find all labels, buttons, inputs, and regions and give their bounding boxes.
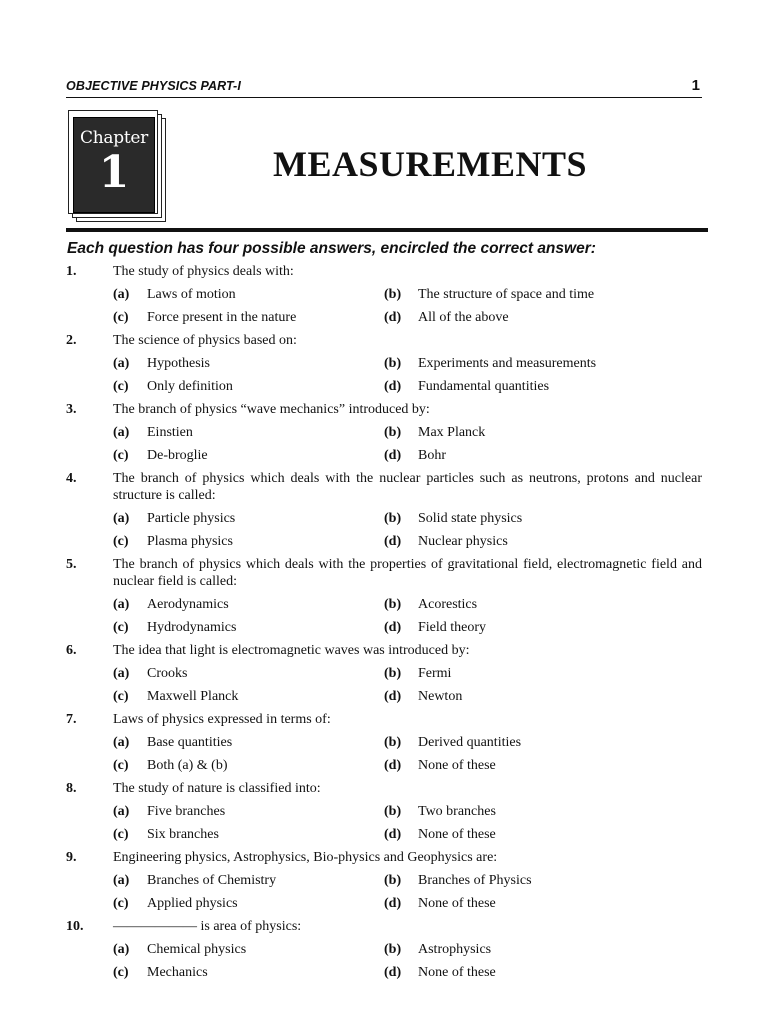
option-row xyxy=(66,619,702,642)
question-text: Engineering physics, Astrophysics, Bio-physics and Geophysics are: xyxy=(113,850,498,865)
option-text: Field theory xyxy=(418,620,487,635)
question-text: The branch of physics “wave mechanics” introduced by: xyxy=(113,402,430,417)
question-item xyxy=(66,401,702,470)
option-label: (c) xyxy=(113,689,129,704)
answer-option[interactable] xyxy=(113,665,187,682)
option-label: (c) xyxy=(113,827,129,842)
option-label: (d) xyxy=(384,310,402,325)
option-row xyxy=(66,309,702,332)
answer-option[interactable] xyxy=(113,826,219,843)
question-stem xyxy=(66,849,702,866)
page-number: 1 xyxy=(691,77,700,94)
option-row xyxy=(66,424,702,447)
option-text: None of these xyxy=(418,827,496,842)
option-label: (a) xyxy=(113,356,130,371)
question-text: The science of physics based on: xyxy=(113,333,297,348)
option-label: (d) xyxy=(384,534,402,549)
answer-option[interactable] xyxy=(384,510,522,527)
option-label: (c) xyxy=(113,534,129,549)
option-text: Both (a) & (b) xyxy=(147,758,228,773)
option-row xyxy=(66,596,702,619)
running-header xyxy=(66,77,702,98)
question-item xyxy=(66,556,702,642)
question-text: The study of physics deals with: xyxy=(113,264,294,279)
option-label: (a) xyxy=(113,873,130,888)
option-text: Derived quantities xyxy=(418,735,522,750)
instructions: Each question has four possible answers, encircled the correct answer: xyxy=(67,240,596,257)
option-label: (d) xyxy=(384,758,402,773)
answer-option[interactable] xyxy=(113,619,236,636)
option-row xyxy=(66,355,702,378)
question-number: 4. xyxy=(66,471,77,486)
option-label: (a) xyxy=(113,425,130,440)
option-row xyxy=(66,757,702,780)
question-item xyxy=(66,849,702,918)
option-text: Particle physics xyxy=(147,511,236,526)
running-title: OBJECTIVE PHYSICS PART-I xyxy=(66,79,241,93)
option-label: (a) xyxy=(113,666,130,681)
option-label: (c) xyxy=(113,758,129,773)
option-label: (c) xyxy=(113,310,129,325)
option-label: (d) xyxy=(384,827,402,842)
question-text: The study of nature is classified into: xyxy=(113,781,321,796)
option-label: (d) xyxy=(384,379,402,394)
option-label: (d) xyxy=(384,689,402,704)
answer-option[interactable] xyxy=(384,447,446,464)
question-text: The branch of physics which deals with the nuclear particles such as neutrons, protons and nuclear structure is called: xyxy=(113,471,702,503)
question-item xyxy=(66,263,702,332)
option-text: Base quantities xyxy=(147,735,233,750)
option-label: (b) xyxy=(384,356,402,371)
answer-option[interactable] xyxy=(384,803,496,820)
option-text: Einstien xyxy=(147,425,193,440)
answer-option[interactable] xyxy=(113,872,276,889)
option-row xyxy=(66,688,702,711)
answer-option[interactable] xyxy=(113,424,193,441)
option-row xyxy=(66,286,702,309)
option-text: Max Planck xyxy=(418,425,486,440)
option-text: Only definition xyxy=(147,379,233,394)
option-label: (d) xyxy=(384,896,402,911)
option-text: Hypothesis xyxy=(147,356,210,371)
option-text: None of these xyxy=(418,896,496,911)
answer-option[interactable] xyxy=(384,665,451,682)
question-number: 3. xyxy=(66,402,77,417)
answer-option[interactable] xyxy=(384,533,508,550)
question-stem xyxy=(66,642,702,659)
question-number: 9. xyxy=(66,850,77,865)
option-label: (c) xyxy=(113,448,129,463)
option-text: None of these xyxy=(418,965,496,980)
option-label: (c) xyxy=(113,620,129,635)
answer-option[interactable] xyxy=(113,757,227,774)
option-text: Six branches xyxy=(147,827,219,842)
option-row xyxy=(66,734,702,757)
option-text: Solid state physics xyxy=(418,511,523,526)
option-text: Applied physics xyxy=(147,896,238,911)
option-text: Mechanics xyxy=(147,965,208,980)
option-text: Laws of motion xyxy=(147,287,236,302)
option-text: All of the above xyxy=(418,310,509,325)
question-item xyxy=(66,780,702,849)
option-text: None of these xyxy=(418,758,496,773)
option-row xyxy=(66,510,702,533)
question-stem xyxy=(66,401,702,418)
answer-option[interactable] xyxy=(384,378,549,395)
option-row xyxy=(66,665,702,688)
answer-option[interactable] xyxy=(384,619,486,636)
answer-option[interactable] xyxy=(113,803,225,820)
option-text: The structure of space and time xyxy=(418,287,595,302)
option-text: Crooks xyxy=(147,666,188,681)
option-text: Branches of Chemistry xyxy=(147,873,277,888)
question-number: 10. xyxy=(66,919,84,934)
badge-page-layer xyxy=(68,110,158,214)
option-label: (a) xyxy=(113,287,130,302)
question-stem xyxy=(66,470,702,504)
question-number: 8. xyxy=(66,781,77,796)
answer-option[interactable] xyxy=(384,286,594,303)
question-text: —————— is area of physics: xyxy=(113,919,302,934)
answer-option[interactable] xyxy=(113,533,233,550)
option-label: (b) xyxy=(384,666,402,681)
option-row xyxy=(66,826,702,849)
option-label: (b) xyxy=(384,287,402,302)
badge-chapter-label: Chapter xyxy=(80,128,148,148)
option-label: (d) xyxy=(384,448,402,463)
option-text: Plasma physics xyxy=(147,534,233,549)
option-label: (a) xyxy=(113,942,130,957)
option-row xyxy=(66,378,702,401)
question-item xyxy=(66,711,702,780)
question-item xyxy=(66,332,702,401)
option-row xyxy=(66,803,702,826)
answer-option[interactable] xyxy=(384,826,496,843)
option-row xyxy=(66,964,702,987)
answer-option[interactable] xyxy=(384,688,462,705)
option-row xyxy=(66,533,702,556)
option-label: (b) xyxy=(384,511,402,526)
option-row xyxy=(66,447,702,470)
option-text: Bohr xyxy=(418,448,446,463)
option-label: (b) xyxy=(384,735,402,750)
option-text: Chemical physics xyxy=(147,942,247,957)
question-text: The branch of physics which deals with the properties of gravitational field, electromagnetic field and nuclear field is called: xyxy=(113,557,702,589)
chapter-title: MEASUREMENTS xyxy=(273,144,588,184)
answer-option[interactable] xyxy=(384,895,496,912)
option-label: (a) xyxy=(113,597,130,612)
option-row xyxy=(66,872,702,895)
option-label: (a) xyxy=(113,511,130,526)
question-stem xyxy=(66,263,702,280)
option-label: (c) xyxy=(113,379,129,394)
option-label: (b) xyxy=(384,597,402,612)
option-text: Two branches xyxy=(418,804,496,819)
question-number: 7. xyxy=(66,712,77,727)
answer-option[interactable] xyxy=(113,510,235,527)
option-label: (c) xyxy=(113,965,129,980)
answer-option[interactable] xyxy=(384,872,532,889)
answer-option[interactable] xyxy=(113,286,236,303)
option-label: (d) xyxy=(384,965,402,980)
title-divider xyxy=(66,228,708,232)
answer-option[interactable] xyxy=(384,734,521,751)
answer-option[interactable] xyxy=(113,734,232,751)
answer-option[interactable] xyxy=(384,355,596,372)
option-label: (b) xyxy=(384,873,402,888)
question-stem xyxy=(66,332,702,349)
question-list xyxy=(66,263,702,987)
answer-option[interactable] xyxy=(384,309,509,326)
option-label: (b) xyxy=(384,804,402,819)
question-number: 5. xyxy=(66,557,77,572)
option-text: Aerodynamics xyxy=(147,597,229,612)
chapter-badge xyxy=(68,108,168,224)
answer-option[interactable] xyxy=(113,447,208,464)
question-item xyxy=(66,642,702,711)
question-item xyxy=(66,918,702,987)
answer-option[interactable] xyxy=(113,964,208,981)
question-stem xyxy=(66,711,702,728)
answer-option[interactable] xyxy=(113,688,238,705)
option-label: (b) xyxy=(384,942,402,957)
option-text: Nuclear physics xyxy=(418,534,508,549)
badge-chapter-number: 1 xyxy=(98,147,130,198)
option-label: (a) xyxy=(113,804,130,819)
option-label: (d) xyxy=(384,620,402,635)
answer-option[interactable] xyxy=(113,895,238,912)
option-text: Astrophysics xyxy=(418,942,492,957)
question-text: Laws of physics expressed in terms of: xyxy=(113,712,331,727)
question-number: 1. xyxy=(66,264,77,279)
answer-option[interactable] xyxy=(113,941,246,958)
option-row xyxy=(66,895,702,918)
option-label: (b) xyxy=(384,425,402,440)
question-number: 2. xyxy=(66,333,77,348)
option-label: (a) xyxy=(113,735,130,750)
answer-option[interactable] xyxy=(384,941,491,958)
option-text: Maxwell Planck xyxy=(147,689,239,704)
option-text: De-broglie xyxy=(147,448,208,463)
option-text: Fermi xyxy=(418,666,452,681)
option-text: Five branches xyxy=(147,804,226,819)
question-stem xyxy=(66,918,702,935)
answer-option[interactable] xyxy=(113,309,296,326)
option-label: (c) xyxy=(113,896,129,911)
question-stem xyxy=(66,780,702,797)
answer-option[interactable] xyxy=(113,355,210,372)
question-stem xyxy=(66,556,702,590)
answer-option[interactable] xyxy=(384,424,485,441)
question-number: 6. xyxy=(66,643,77,658)
answer-option[interactable] xyxy=(384,596,477,613)
option-text: Newton xyxy=(418,689,463,704)
option-text: Experiments and measurements xyxy=(418,356,597,371)
option-text: Branches of Physics xyxy=(418,873,532,888)
answer-option[interactable] xyxy=(384,964,496,981)
badge-panel xyxy=(73,117,155,213)
option-row xyxy=(66,941,702,964)
option-text: Fundamental quantities xyxy=(418,379,550,394)
answer-option[interactable] xyxy=(113,596,229,613)
answer-option[interactable] xyxy=(384,757,496,774)
question-text: The idea that light is electromagnetic waves was introduced by: xyxy=(113,643,470,658)
question-item xyxy=(66,470,702,556)
option-text: Hydrodynamics xyxy=(147,620,237,635)
option-text: Acorestics xyxy=(418,597,478,612)
option-text: Force present in the nature xyxy=(147,310,297,325)
answer-option[interactable] xyxy=(113,378,233,395)
